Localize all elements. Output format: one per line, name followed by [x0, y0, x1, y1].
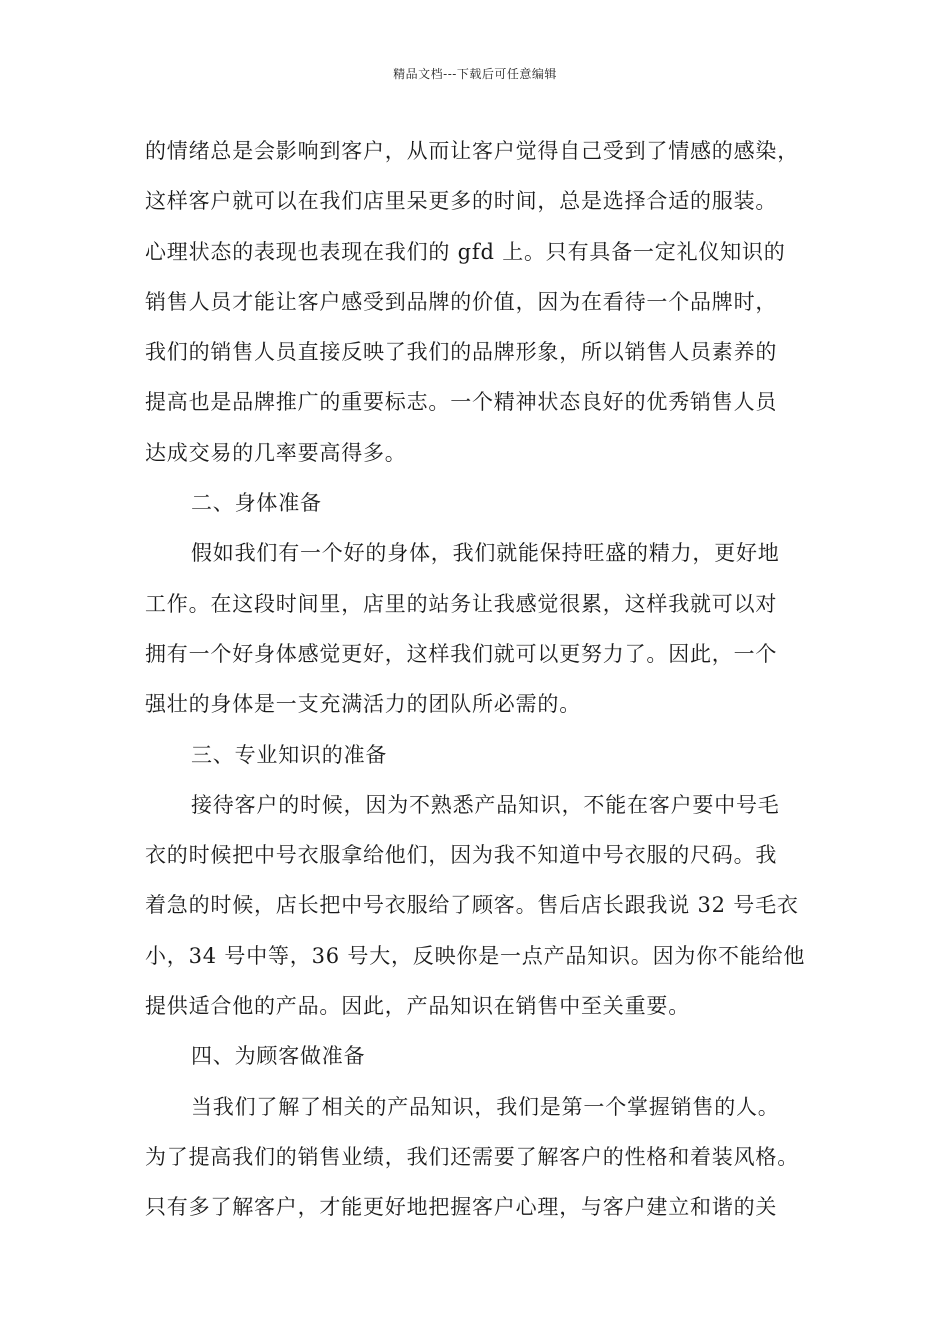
text-line: 只有多了解客户，才能更好地把握客户心理，与客户建立和谐的关	[145, 1195, 778, 1220]
section-heading: 二、身体准备	[191, 491, 322, 516]
text-line: 销售人员才能让客户感受到品牌的价值，因为在看待一个品牌时，	[145, 289, 778, 314]
text-line: 小，34 号中等，36 号大，反映你是一点产品知识。因为你不能给他	[145, 943, 806, 968]
text-line: 提高也是品牌推广的重要标志。一个精神状态良好的优秀销售人员	[145, 390, 778, 415]
document-body	[145, 126, 821, 1233]
text-line: 工作。在这段时间里，店里的站务让我感觉很累，这样我就可以对	[145, 591, 778, 616]
text-line: 的情绪总是会影响到客户，从而让客户觉得自己受到了情感的感染，	[145, 139, 799, 163]
text-line: 衣的时候把中号衣服拿给他们，因为我不知道中号衣服的尺码。我	[145, 843, 778, 868]
text-line: 拥有一个好身体感觉更好，这样我们就可以更努力了。因此，一个	[145, 641, 778, 666]
page-header: 精品文档---下载后可任意编辑	[393, 67, 557, 81]
text-line: 这样客户就可以在我们店里呆更多的时间，总是选择合适的服装。	[145, 189, 778, 214]
text-line: 当我们了解了相关的产品知识，我们是第一个掌握销售的人。	[191, 1094, 780, 1119]
section-heading: 四、为顾客做准备	[191, 1044, 366, 1069]
text-line: 达成交易的几率要高得多。	[145, 440, 407, 465]
text-line: 心理状态的表现也表现在我们的 gfd 上。只有具备一定礼仪知识的	[145, 239, 786, 264]
text-line: 接待客户的时候，因为不熟悉产品知识，不能在客户要中号毛	[191, 792, 780, 817]
text-line: 强壮的身体是一支充满活力的团队所必需的。	[145, 692, 581, 717]
text-line: 提供适合他的产品。因此，产品知识在销售中至关重要。	[145, 994, 690, 1019]
text-line: 我们的销售人员直接反映了我们的品牌形象，所以销售人员素养的	[145, 340, 778, 365]
section-heading: 三、专业知识的准备	[191, 742, 388, 767]
text-line: 着急的时候，店长把中号衣服给了顾客。售后店长跟我说 32 号毛衣	[145, 893, 799, 918]
text-line: 为了提高我们的销售业绩，我们还需要了解客户的性格和着装风格。	[145, 1144, 799, 1169]
text-line: 假如我们有一个好的身体，我们就能保持旺盛的精力，更好地	[191, 541, 780, 566]
